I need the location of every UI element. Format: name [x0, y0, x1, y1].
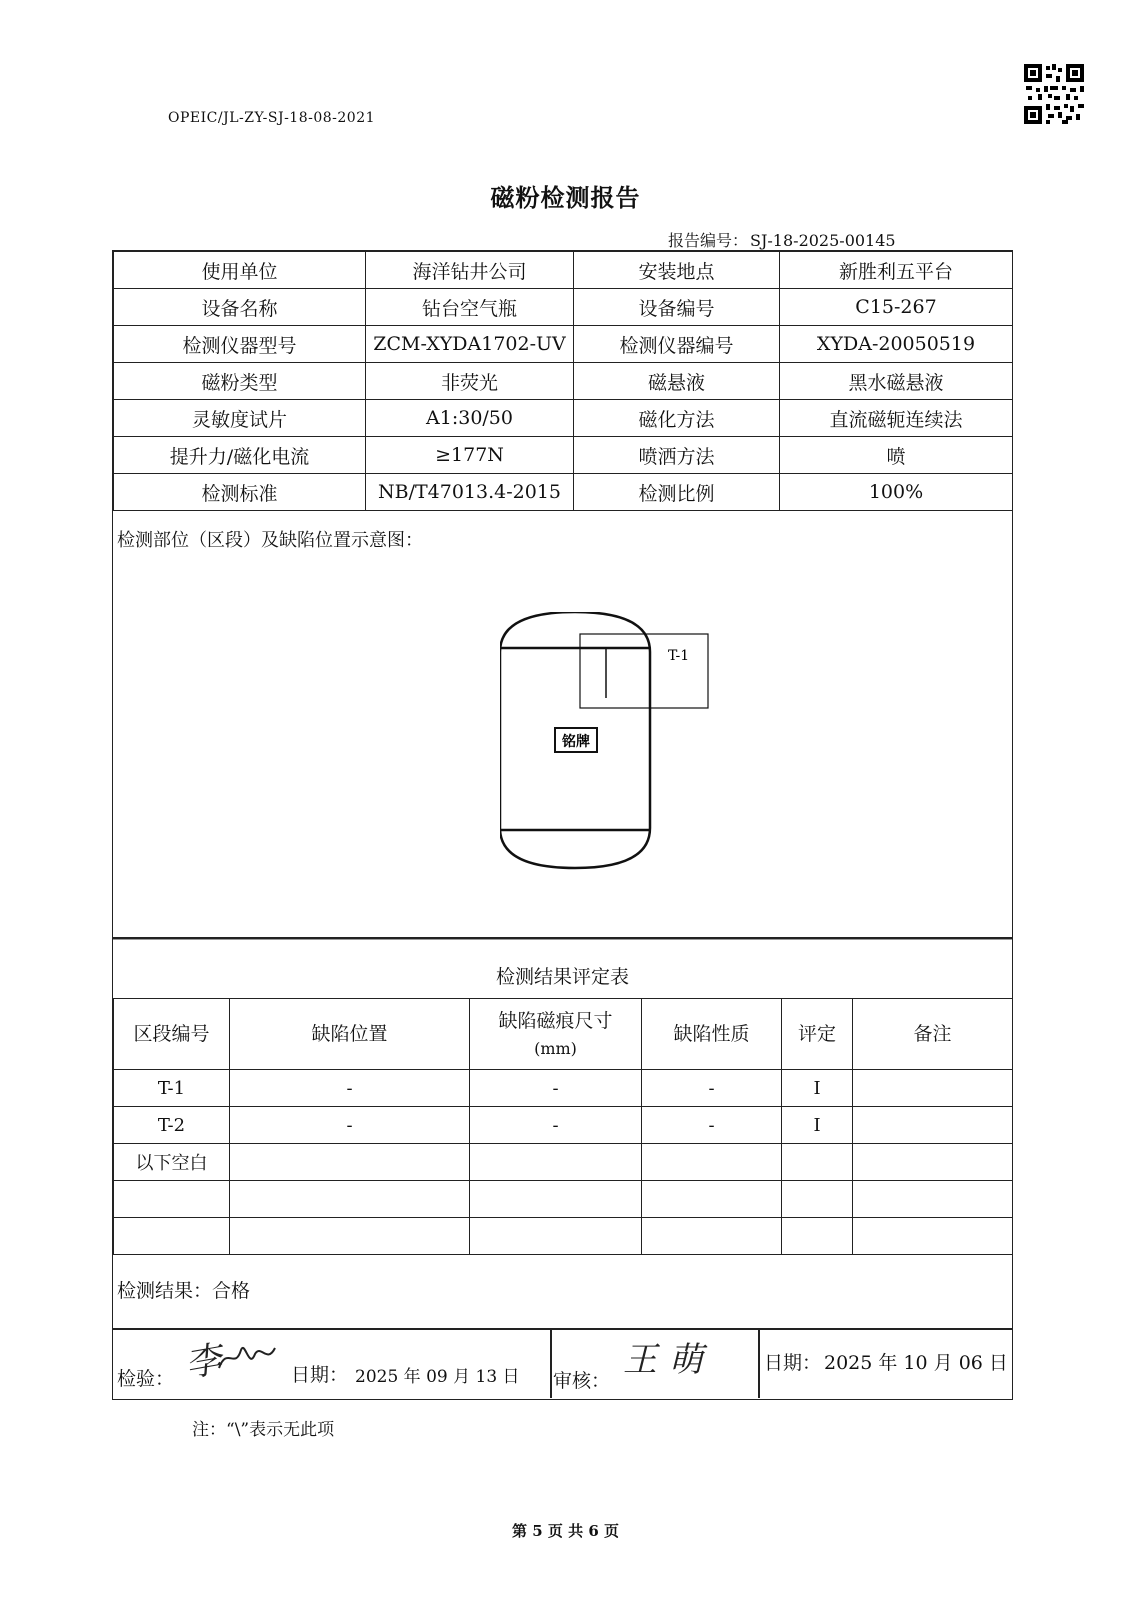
info-label: 检测比例: [574, 474, 780, 511]
report-title: 磁粉检测报告: [490, 183, 641, 212]
footnote: 注：“\”表示无此项: [192, 1420, 335, 1440]
table-row: [114, 1144, 1013, 1181]
review-date: 2025 年 10 月 06 日: [824, 1352, 1008, 1374]
info-value: 非荧光: [366, 363, 574, 400]
inspector-cell: [117, 1330, 547, 1398]
info-label: 提升力/磁化电流: [114, 437, 366, 474]
signoff-row: [113, 1330, 1012, 1398]
info-value: ≥177N: [366, 437, 574, 474]
cell: -: [470, 1070, 642, 1107]
info-value: 新胜利五平台: [780, 252, 1013, 289]
review-date-cell: [762, 1330, 1012, 1398]
cell: [470, 1144, 642, 1181]
info-value: 海洋钻井公司: [366, 252, 574, 289]
info-label: 磁化方法: [574, 400, 780, 437]
signature-stroke-icon: [217, 1340, 277, 1376]
table-row: [114, 1218, 1013, 1255]
info-label: 灵敏度试片: [114, 400, 366, 437]
cell: T-2: [114, 1107, 230, 1144]
diagram-caption: 检测部位（区段）及缺陷位置示意图：: [117, 530, 423, 551]
cell: -: [230, 1070, 470, 1107]
info-row: [114, 252, 1013, 289]
info-row: [114, 289, 1013, 326]
cell: [782, 1144, 853, 1181]
cell: [230, 1144, 470, 1181]
info-value: 喷: [780, 437, 1013, 474]
info-row: [114, 400, 1013, 437]
info-value: 直流磁轭连续法: [780, 400, 1013, 437]
info-label: 磁粉类型: [114, 363, 366, 400]
reviewer-cell: [553, 1330, 753, 1398]
cell: I: [782, 1107, 853, 1144]
table-row: [114, 1107, 1013, 1144]
info-value: 钻台空气瓶: [366, 289, 574, 326]
cell: [853, 1181, 1013, 1218]
cell: [470, 1218, 642, 1255]
info-value: NB/T47013.4-2015: [366, 474, 574, 511]
info-row: [114, 326, 1013, 363]
cell: [230, 1181, 470, 1218]
table-row: [114, 1181, 1013, 1218]
evaluation-header-row: [114, 999, 1013, 1070]
cell: [642, 1218, 782, 1255]
cell: [853, 1107, 1013, 1144]
document-code: OPEIC/JL-ZY-SJ-18-08-2021: [168, 110, 376, 126]
col-header-defect-size: [470, 999, 642, 1070]
inspector-label: 检验：: [117, 1368, 175, 1390]
zone-box-t1: [580, 634, 708, 708]
conclusion-label: 检测结果：: [117, 1280, 213, 1302]
info-value: A1:30/50: [366, 400, 574, 437]
cell: [642, 1181, 782, 1218]
col-header-defect-location: 缺陷位置: [230, 999, 470, 1070]
reviewer-label: 审核：: [553, 1370, 611, 1392]
cell: -: [642, 1070, 782, 1107]
report-number-label: 报告编号：: [668, 231, 749, 250]
cell: [782, 1218, 853, 1255]
inspect-date: 2025 年 09 月 13 日: [355, 1367, 520, 1387]
cell: T-1: [114, 1070, 230, 1107]
inspector-signature: 李: [182, 1339, 225, 1386]
info-value: C15-267: [780, 289, 1013, 326]
test-conclusion: [117, 1276, 250, 1303]
report-number: [666, 228, 896, 251]
cell: [230, 1218, 470, 1255]
col-header-remarks: 备注: [853, 999, 1013, 1070]
cell: [782, 1181, 853, 1218]
inspect-date-label: 日期：: [291, 1364, 349, 1386]
zone-label-t1: T-1: [668, 648, 690, 664]
info-label: 检测仪器型号: [114, 326, 366, 363]
info-label: 设备名称: [114, 289, 366, 326]
info-label: 设备编号: [574, 289, 780, 326]
info-label: 使用单位: [114, 252, 366, 289]
cell: -: [642, 1107, 782, 1144]
cell: [470, 1181, 642, 1218]
info-row: [114, 363, 1013, 400]
defect-size-unit: (mm): [534, 1039, 577, 1059]
cell: [114, 1218, 230, 1255]
info-label: 喷洒方法: [574, 437, 780, 474]
defect-size-label: 缺陷磁痕尺寸: [498, 1010, 613, 1032]
equipment-info-table: [113, 251, 1013, 511]
info-row: [114, 437, 1013, 474]
info-label: 检测仪器编号: [574, 326, 780, 363]
review-date-label: 日期：: [764, 1352, 822, 1374]
page-number: 第 5 页 共 6 页: [512, 1522, 619, 1540]
divider: [113, 939, 1012, 940]
nameplate-label: 铭牌: [562, 734, 590, 750]
reviewer-signature: 王萌: [623, 1340, 715, 1380]
info-value: ZCM-XYDA1702-UV: [366, 326, 574, 363]
info-label: 磁悬液: [574, 363, 780, 400]
cell: -: [230, 1107, 470, 1144]
cell: -: [470, 1107, 642, 1144]
table-row: [114, 1070, 1013, 1107]
cell: [853, 1144, 1013, 1181]
col-header-rating: 评定: [782, 999, 853, 1070]
info-value: XYDA-20050519: [780, 326, 1013, 363]
info-label: 检测标准: [114, 474, 366, 511]
cell: [853, 1070, 1013, 1107]
qr-code-icon: [1022, 62, 1086, 126]
info-row: [114, 474, 1013, 511]
evaluation-table: [113, 998, 1013, 1255]
cell: 以下空白: [114, 1144, 230, 1181]
vessel-diagram: [500, 612, 730, 882]
col-header-defect-nature: 缺陷性质: [642, 999, 782, 1070]
info-label: 安装地点: [574, 252, 780, 289]
col-header-zone: 区段编号: [114, 999, 230, 1070]
conclusion-value: 合格: [212, 1280, 251, 1302]
cell: [114, 1181, 230, 1218]
cell: I: [782, 1070, 853, 1107]
cell: [642, 1144, 782, 1181]
cell: [853, 1218, 1013, 1255]
report-number-value: SJ-18-2025-00145: [750, 231, 896, 250]
info-value: 100%: [780, 474, 1013, 511]
results-title: 检测结果评定表: [495, 966, 629, 988]
info-value: 黑水磁悬液: [780, 363, 1013, 400]
